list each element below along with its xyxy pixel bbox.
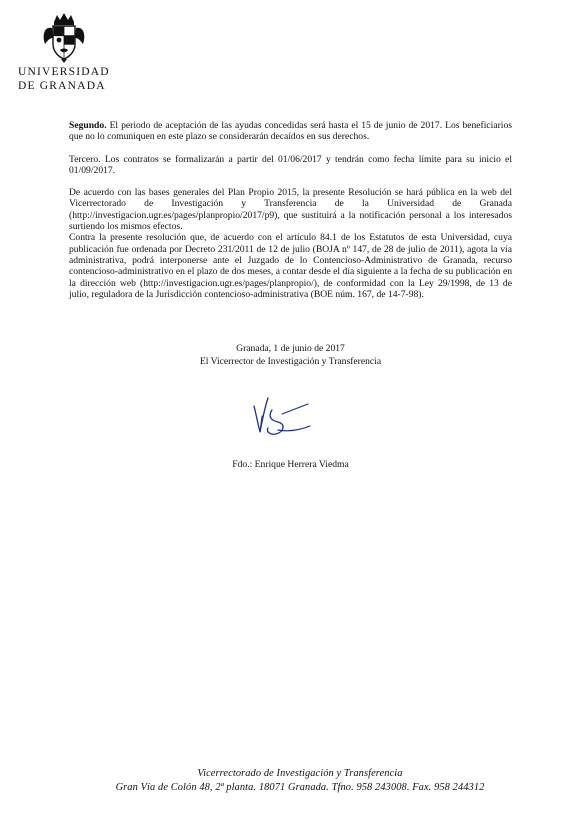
signatory-role: El Vicerrector de Investigación y Transferencia	[199, 356, 382, 367]
appeal-paragraph: Contra la presente resolución que, de acuerdo con el artículo 84.1 de los Estatutos de esta Universidad, cuya publicación fue ordenada por Decreto 231/2011 de 12 de julio (BOJA nº 147, de 28 de julio de 2011), agota la vía administrativa, podrá interponerse ante el Juzgado de lo Contencioso-Administrativo de Granada, recurso contencioso-administrativo en el plazo de dos meses, a contar desde el día siguiente a la fecha de su publicación en la dirección web (http://investigacion.ugr.es/pages/planpropio/), de conformidad con la Ley 29/1998, de 13 de julio, reguladora de la Jurisdicción contencioso-administrativa (BOE núm. 167, de 14-7-98).	[69, 232, 512, 300]
university-name-line1: UNIVERSIDAD	[18, 66, 110, 78]
tercero-paragraph: Tercero. Los contratos se formalizarán a partir del 01/06/2017 y tendrán como fecha límite para su inicio el 01/09/2017.	[69, 153, 512, 176]
publication-paragraph: De acuerdo con las bases generales del Plan Propio 2015, la presente Resolución se hará pública en la web del Vicerrectorado de Investigación y Transferencia de la Universidad de Granada (http://investigacion.ugr.es/pages/planpropio/2017/p9), que sustituirá a la notificación personal a los interesados surtiendo los mismos efectos.	[69, 187, 512, 233]
footer-address: Gran Vía de Colón 48, 2ª planta. 18071 Granada. Tfno. 958 243008. Fax. 958 244312	[115, 782, 485, 793]
university-name-line2: DE GRANADA	[18, 80, 106, 92]
place-date: Granada, 1 de junio de 2017	[236, 343, 345, 354]
segundo-text: El periodo de aceptación de las ayudas concedidas será hasta el 15 de junio de 2017. Los beneficiarios que no lo comuniquen en este plazo se considerarán decaídos en sus derechos.	[69, 120, 512, 143]
signed-by: Fdo.: Enrique Herrera Viedma	[232, 459, 349, 470]
handwritten-signature	[248, 392, 328, 442]
resolution-body	[69, 120, 512, 300]
university-logo	[18, 12, 110, 92]
segundo-label: Segundo.	[69, 120, 107, 131]
segundo-paragraph	[69, 120, 512, 143]
coat-of-arms-icon	[42, 12, 86, 64]
footer-office: Vicerrectorado de Investigación y Transferencia	[197, 768, 403, 779]
